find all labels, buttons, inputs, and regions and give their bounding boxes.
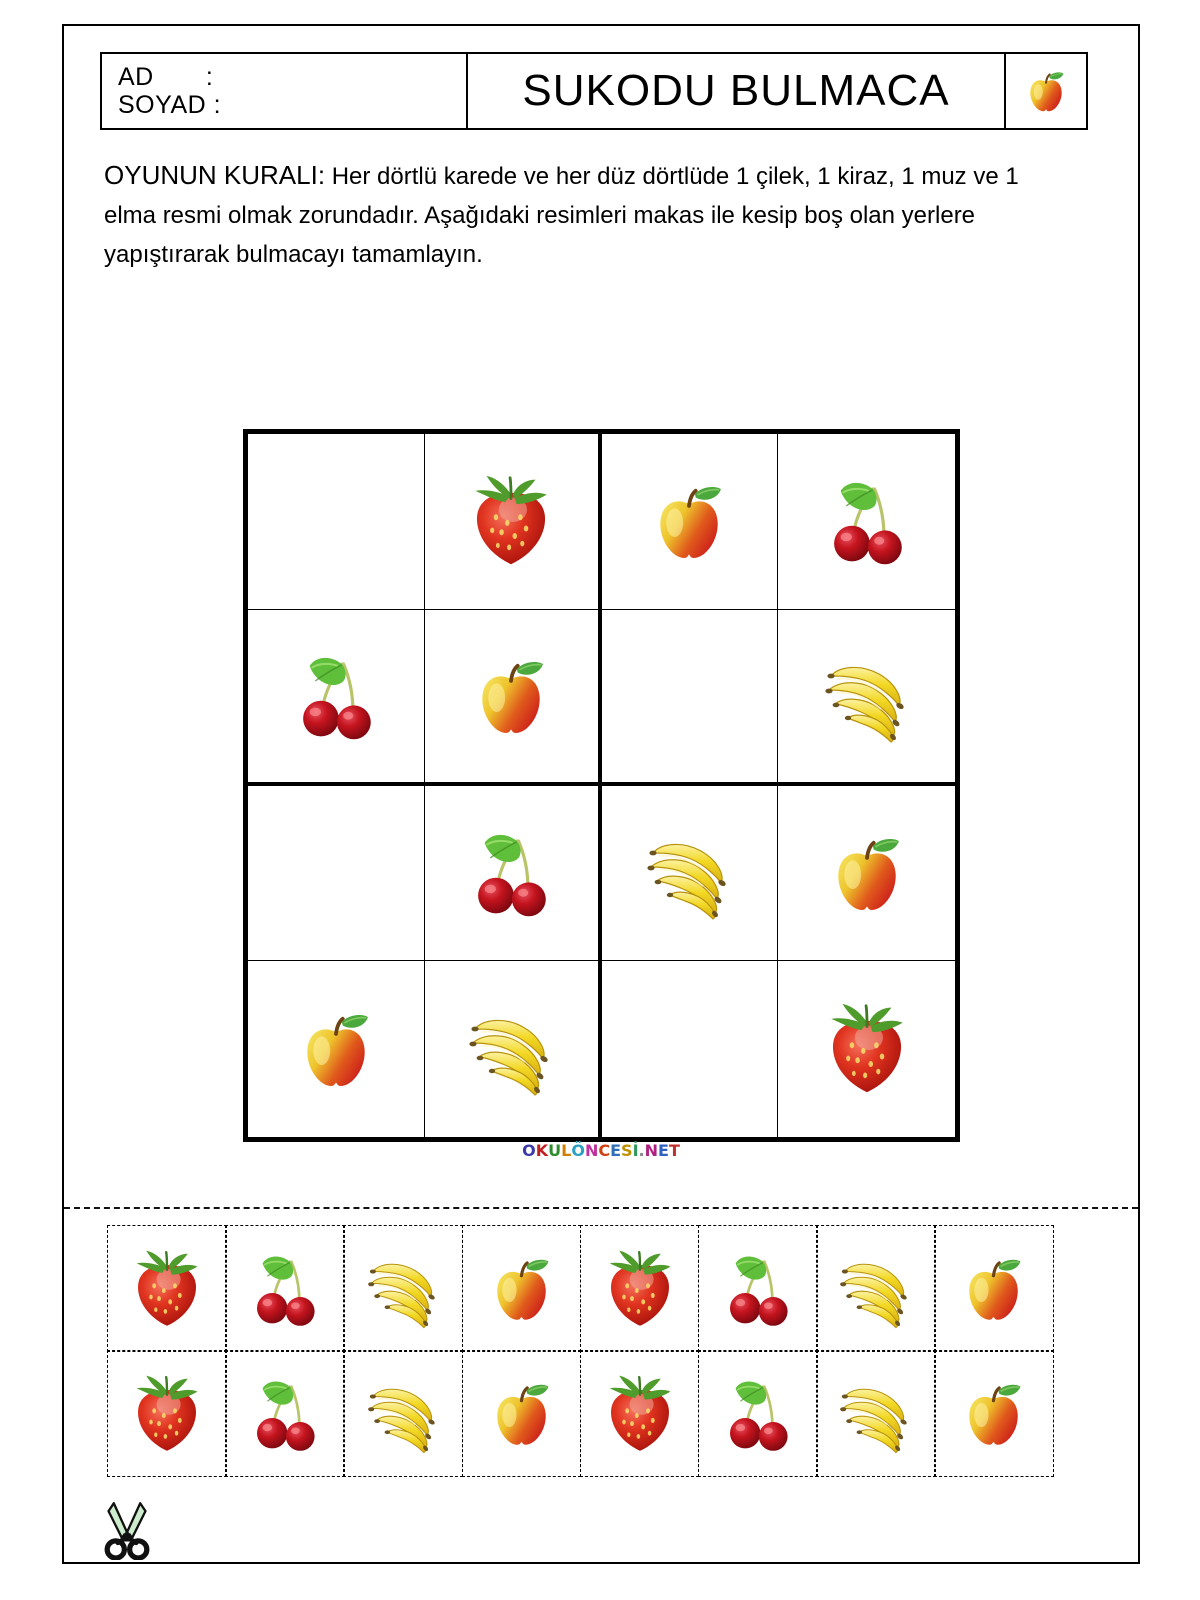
header-logo-box	[1006, 52, 1088, 130]
worksheet-page	[62, 24, 1140, 1564]
student-name-box[interactable]	[100, 52, 468, 130]
cutout-piece-r2c5[interactable]	[580, 1350, 700, 1477]
cherry-icon	[820, 474, 914, 568]
cherry-icon	[245, 1374, 325, 1454]
watermark-letter: E	[610, 1141, 622, 1160]
apple-icon	[1023, 62, 1069, 120]
apple-icon	[294, 1007, 378, 1091]
watermark-letter: İ	[632, 1141, 639, 1160]
cutout-piece-r1c1[interactable]	[107, 1225, 227, 1352]
cherry-icon	[245, 1249, 325, 1329]
sudoku-cell-r4c1[interactable]	[248, 961, 425, 1137]
cherry-icon	[289, 649, 383, 743]
cutout-pieces-grid	[108, 1226, 1053, 1476]
cutout-piece-r1c3[interactable]	[343, 1225, 463, 1352]
sudoku-cell-r4c3[interactable]	[602, 961, 779, 1137]
cutout-piece-r1c2[interactable]	[225, 1225, 345, 1352]
banana-icon	[361, 1246, 446, 1331]
cutout-piece-r2c1[interactable]	[107, 1350, 227, 1477]
sudoku-cell-r3c3[interactable]	[602, 786, 779, 962]
scissors-icon	[94, 1494, 160, 1560]
banana-icon	[361, 1371, 446, 1456]
name-label: AD :	[118, 63, 214, 91]
cherry-icon	[718, 1249, 798, 1329]
sudoku-cell-r3c4[interactable]	[778, 786, 955, 962]
page-title: SUKODU BULMACA	[522, 66, 950, 115]
strawberry-icon	[127, 1374, 207, 1454]
watermark-letter: K	[535, 1141, 549, 1160]
sudoku-cell-r2c4[interactable]	[778, 610, 955, 786]
watermark-letter: E	[658, 1141, 669, 1160]
sudoku-cell-r2c2[interactable]	[425, 610, 602, 786]
cutout-piece-r1c6[interactable]	[698, 1225, 818, 1352]
worksheet-title-box	[468, 52, 1006, 130]
cutout-piece-r2c8[interactable]	[934, 1350, 1054, 1477]
cutout-piece-r2c2[interactable]	[225, 1350, 345, 1477]
cut-divider-line	[64, 1207, 1138, 1209]
sudoku-cell-r2c1[interactable]	[248, 610, 425, 786]
cutout-piece-r2c4[interactable]	[462, 1350, 582, 1477]
strawberry-icon	[600, 1374, 680, 1454]
watermark-letter: .	[638, 1141, 645, 1160]
cutout-piece-r2c6[interactable]	[698, 1350, 818, 1477]
sudoku-cell-r3c2[interactable]	[425, 786, 602, 962]
cutout-piece-r1c5[interactable]	[580, 1225, 700, 1352]
instructions-text	[104, 154, 1064, 275]
cherry-icon	[718, 1374, 798, 1454]
watermark-letter: N	[644, 1141, 658, 1160]
strawberry-icon	[820, 1002, 914, 1096]
sudoku-cell-r2c3[interactable]	[602, 610, 779, 786]
worksheet-header	[100, 52, 1088, 130]
banana-icon	[833, 1371, 918, 1456]
banana-icon	[461, 999, 561, 1099]
watermark-letter: O	[522, 1141, 536, 1160]
apple-icon	[825, 831, 909, 915]
cutout-piece-r1c8[interactable]	[934, 1225, 1054, 1352]
sudoku-cell-r1c3[interactable]	[602, 434, 779, 610]
apple-icon	[958, 1378, 1029, 1449]
instructions-label: OYUNUN KURALI:	[104, 160, 326, 190]
cutout-piece-r1c4[interactable]	[462, 1225, 582, 1352]
watermark-letter: S	[621, 1141, 633, 1160]
strawberry-icon	[464, 474, 558, 568]
sudoku-cell-r4c2[interactable]	[425, 961, 602, 1137]
watermark-letter: C	[598, 1141, 611, 1160]
sudoku-cell-r4c4[interactable]	[778, 961, 955, 1137]
apple-icon	[486, 1253, 557, 1324]
banana-icon	[833, 1246, 918, 1331]
apple-icon	[469, 654, 553, 738]
site-watermark	[64, 1141, 1138, 1160]
apple-icon	[958, 1253, 1029, 1324]
strawberry-icon	[600, 1249, 680, 1329]
instructions-body: Her dörtlü karede ve her düz dörtlüde 1 çilek, 1 kiraz, 1 muz ve 1 elma resmi olmak zorundadır. Aşağıdaki resimleri makas ile kesip boş olan yerlere yapıştırarak bulmacayı tamamlayın.	[104, 163, 1019, 268]
strawberry-icon	[127, 1249, 207, 1329]
cherry-icon	[464, 826, 558, 920]
sudoku-cell-r3c1[interactable]	[248, 786, 425, 962]
apple-icon	[647, 479, 731, 563]
watermark-letter: U	[548, 1141, 562, 1160]
cutout-piece-r2c7[interactable]	[816, 1350, 936, 1477]
sudoku-cell-r1c2[interactable]	[425, 434, 602, 610]
watermark-letter: L	[561, 1141, 572, 1160]
apple-icon	[486, 1378, 557, 1449]
sudoku-grid	[243, 429, 960, 1142]
banana-icon	[817, 646, 917, 746]
cutout-piece-r1c7[interactable]	[816, 1225, 936, 1352]
sudoku-cell-r1c4[interactable]	[778, 434, 955, 610]
watermark-letter: T	[668, 1141, 680, 1160]
watermark-letter: Ö	[571, 1141, 585, 1160]
watermark-letter: N	[584, 1141, 599, 1160]
banana-icon	[639, 823, 739, 923]
surname-label: SOYAD :	[118, 91, 222, 119]
cutout-piece-r2c3[interactable]	[343, 1350, 463, 1477]
sudoku-cell-r1c1[interactable]	[248, 434, 425, 610]
